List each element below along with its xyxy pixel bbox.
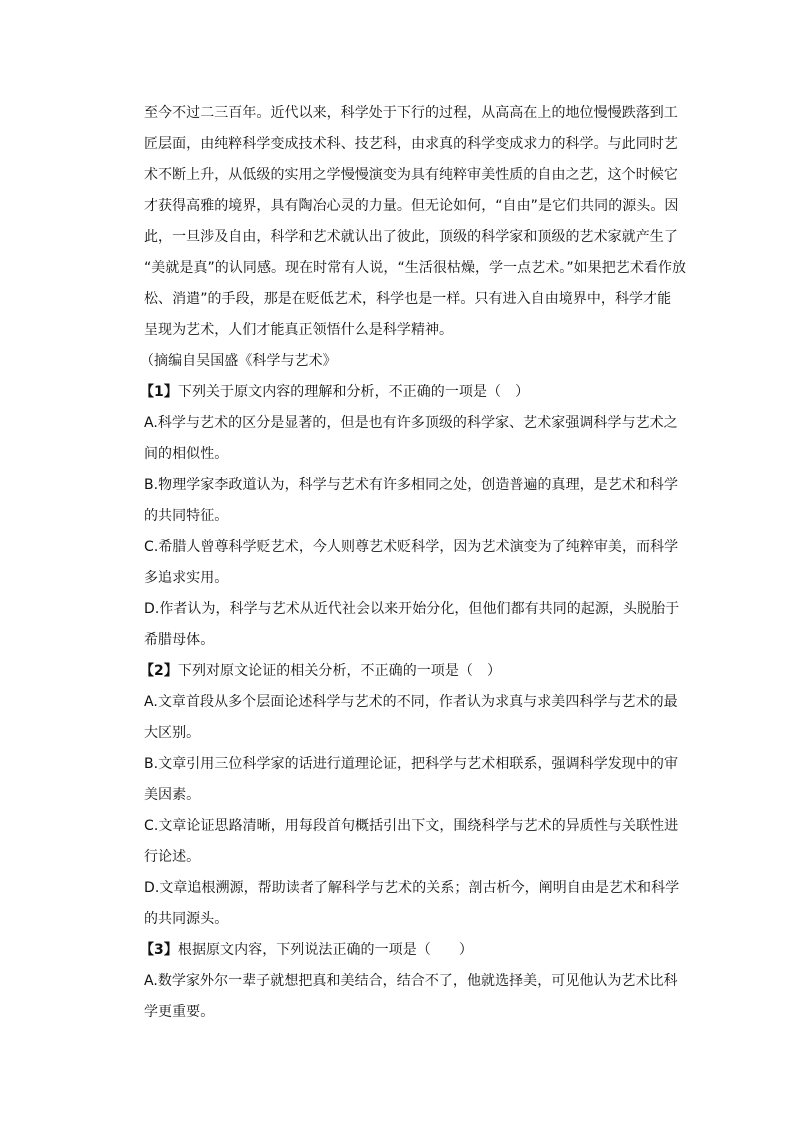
- option-a: [144, 687, 678, 749]
- option-a: [144, 408, 678, 470]
- option-line: 学更重要。: [144, 1004, 215, 1020]
- option-line: 大区别。: [144, 725, 201, 741]
- passage-text: [140, 98, 687, 377]
- question-number: 【3】: [140, 942, 178, 958]
- option-line: B.物理学家李政道认为，科学与艺术有许多相同之处，创造普遍的真理，是艺术和科学: [144, 477, 679, 493]
- source-citation: （摘编自吴国盛《科学与艺术》: [140, 353, 337, 369]
- option-d: [144, 594, 678, 656]
- question-stem: [140, 656, 678, 687]
- question-text: 下列对原文论证的相关分析，不正确的一项是（ ）: [177, 663, 502, 679]
- option-b: [144, 470, 678, 532]
- passage-line: 才获得高雅的境界，具有陶冶心灵的力量。但无论如何，“自由”是它们共同的源头。因: [144, 198, 679, 214]
- option-line: A.文章首段从多个层面论述科学与艺术的不同，作者认为求真与求美四科学与艺术的最: [144, 694, 678, 710]
- question-1: [140, 377, 680, 656]
- option-line: C.文章论证思路清晰，用每段首句概括引出下文，围绕科学与艺术的异质性与关联性进: [144, 818, 679, 834]
- passage-line: 呈现为艺术，人们才能真正领悟什么是科学精神。: [144, 322, 454, 338]
- passage-line: 此，一旦涉及自由，科学和艺术就认出了彼此，顶级的科学家和顶级的艺术家就产生了: [144, 229, 678, 245]
- passage-line: 至今不过二三百年。近代以来，科学处于下行的过程，从高高在上的地位慢慢跌落到工: [144, 105, 678, 121]
- passage-line: “美就是真”的认同感。现在时常有人说，“生活很枯燥，学一点艺术。”如果把艺术看作放: [144, 260, 687, 276]
- option-line: A.数学家外尔一辈子就想把真和美结合，结合不了，他就选择美，可见他认为艺术比科: [144, 973, 678, 989]
- passage-line: 匠层面，由纯粹科学变成技术科、技艺科，由求真的科学变成求力的科学。与此同时艺: [144, 136, 678, 152]
- option-line: D.文章追根溯源，帮助读者了解科学与艺术的关系；剖古析今，阐明自由是艺术和科学: [144, 880, 680, 896]
- option-line: 行论述。: [144, 849, 201, 865]
- document-body: [140, 98, 687, 1028]
- question-text: 根据原文内容，下列说法正确的一项是（ ）: [177, 942, 473, 958]
- question-text: 下列关于原文内容的理解和分析，不正确的一项是（ ）: [177, 384, 530, 400]
- option-line: C.希腊人曾尊科学贬艺术，今人则尊艺术贬科学，因为艺术演变为了纯粹审美，而科学: [144, 539, 679, 555]
- option-line: D.作者认为，科学与艺术从近代社会以来开始分化，但他们都有共同的起源，头脱胎于: [144, 601, 680, 617]
- question-2: [140, 656, 680, 935]
- option-b: [144, 749, 678, 811]
- option-line: B.文章引用三位科学家的话进行道理论证，把科学与艺术相联系，强调科学发现中的审: [144, 756, 679, 772]
- question-stem: [140, 377, 678, 408]
- option-line: 希腊母体。: [144, 632, 215, 648]
- option-c: [144, 532, 678, 594]
- question-number: 【2】: [140, 663, 178, 679]
- passage-line: 松、消遣”的手段，那是在贬低艺术，科学也是一样。只有进入自由境界中，科学才能: [144, 291, 672, 307]
- passage-line: 术不断上升，从低级的实用之学慢慢演变为具有纯粹审美性质的自由之艺，这个时候它: [144, 167, 678, 183]
- option-line: 的共同源头。: [144, 911, 229, 927]
- question-3: [140, 935, 678, 1028]
- option-line: 美因素。: [144, 787, 201, 803]
- option-line: 间的相似性。: [144, 446, 229, 462]
- option-d: [144, 873, 678, 935]
- option-line: A.科学与艺术的区分是显著的，但是也有许多顶级的科学家、艺术家强调科学与艺术之: [144, 415, 678, 431]
- option-line: 的共同特征。: [144, 508, 229, 524]
- option-line: 多追求实用。: [144, 570, 229, 586]
- question-number: 【1】: [140, 384, 178, 400]
- option-c: [144, 811, 678, 873]
- option-a: [144, 966, 678, 1028]
- question-stem: [140, 935, 678, 966]
